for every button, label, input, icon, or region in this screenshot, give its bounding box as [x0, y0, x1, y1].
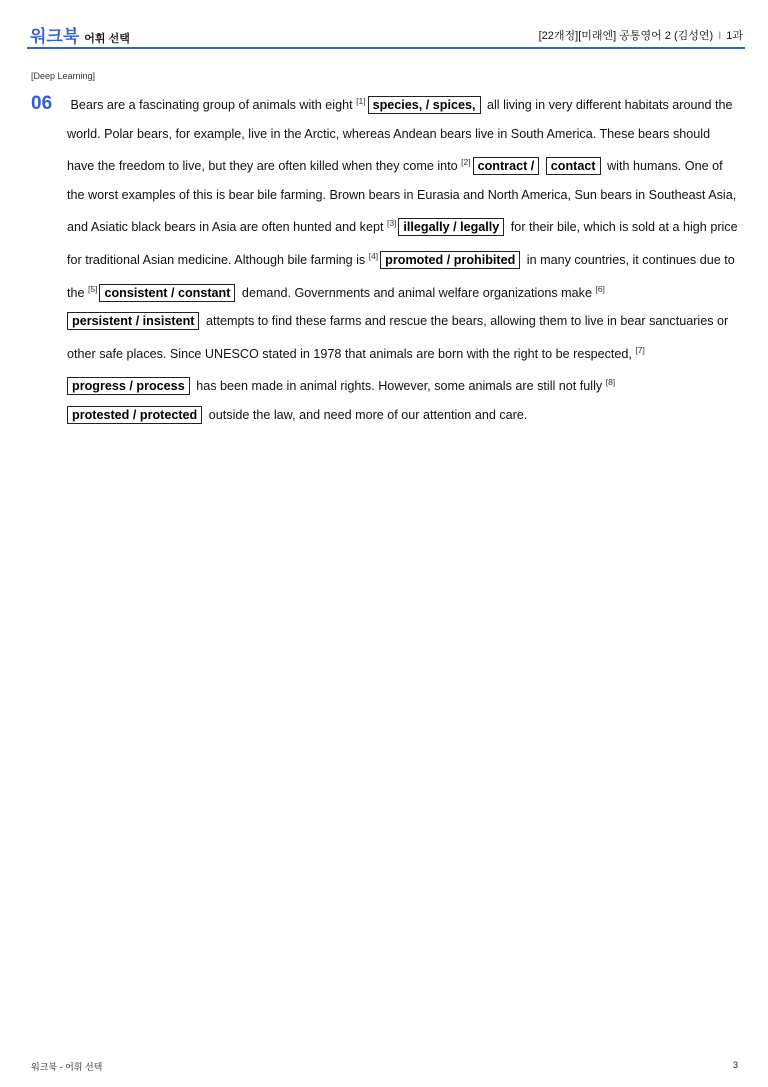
blank-number-7: [7] — [635, 344, 645, 355]
choice-box-2-cont[interactable]: contact — [546, 157, 601, 175]
choice-box-4[interactable]: promoted / prohibited — [380, 251, 520, 269]
footer-label: 워크북 - 어휘 선택 — [31, 1062, 103, 1072]
section-title: 어휘 선택 — [84, 33, 130, 45]
blank-number-4: [4] — [368, 250, 379, 261]
passage-text: with humans. One of the worst examples of this is bear bile farming. Brown bears in Eurasia and North America, Sun bears in Southeast Asia, and Asiatic black bears in Asia are often hunted and kept — [67, 159, 737, 235]
choice-box-7[interactable]: progress / process — [67, 377, 190, 395]
choice-box-3[interactable]: illegally / legally — [398, 218, 504, 236]
lesson-label: 1과 — [726, 30, 743, 42]
blank-number-5: [5] — [88, 283, 98, 294]
blank-number-3: [3] — [386, 218, 397, 229]
choice-box-6[interactable]: persistent / insistent — [67, 312, 199, 330]
choice-box-8[interactable]: protested / protected — [67, 406, 202, 424]
brand — [30, 22, 130, 47]
brand-title: 워크북 — [30, 27, 80, 46]
passage-text: demand. Governments and animal welfare organizations make — [238, 285, 596, 300]
passage-text: attempts to find these farms and rescue the bears, allowing them to live in bear sanctuaries or other safe places. Since UNESCO stated in 1978 that animals are born with the right to be respected, — [67, 314, 729, 361]
blank-number-2: [2] — [461, 157, 471, 168]
course-title: [22개정][미래엔] 공통영어 2 (김성연) — [538, 30, 714, 42]
page-number: 3 — [732, 1060, 738, 1070]
passage-text: has been made in animal rights. However, some animals are still not fully — [192, 379, 606, 394]
passage-text: outside the law, and need more of our attention and care. — [205, 407, 528, 422]
blank-number-1: [1] — [356, 96, 366, 106]
passage — [67, 87, 740, 430]
blank-number-6: [6] — [595, 283, 605, 294]
blank-number-8: [8] — [605, 377, 616, 388]
passage-text: all living in very different habitats around the world. Polar bears, for example, live in the Arctic, whereas Andean bears live in South America. These bears should have the freedom to live, but they are often killed when they come into — [67, 98, 733, 174]
source-tag: [Deep Learning] — [31, 71, 96, 81]
choice-box-5[interactable]: consistent / constant — [99, 284, 235, 302]
passage-text: Bears are a fascinating group of animals with eight — [70, 98, 357, 112]
page-header — [27, 18, 745, 49]
question-number: 06 — [31, 93, 53, 114]
header-separator: I — [718, 30, 722, 42]
choice-box-1[interactable]: species, / spices, — [368, 96, 481, 114]
passage-text: for their bile, which is sold at a high price for traditional Asian medicine. Although bile farming is — [67, 220, 738, 267]
choice-box-2[interactable]: contract / — [473, 157, 540, 175]
passage-text: in many countries, it continues due to the — [67, 252, 735, 300]
course-info — [539, 27, 743, 43]
